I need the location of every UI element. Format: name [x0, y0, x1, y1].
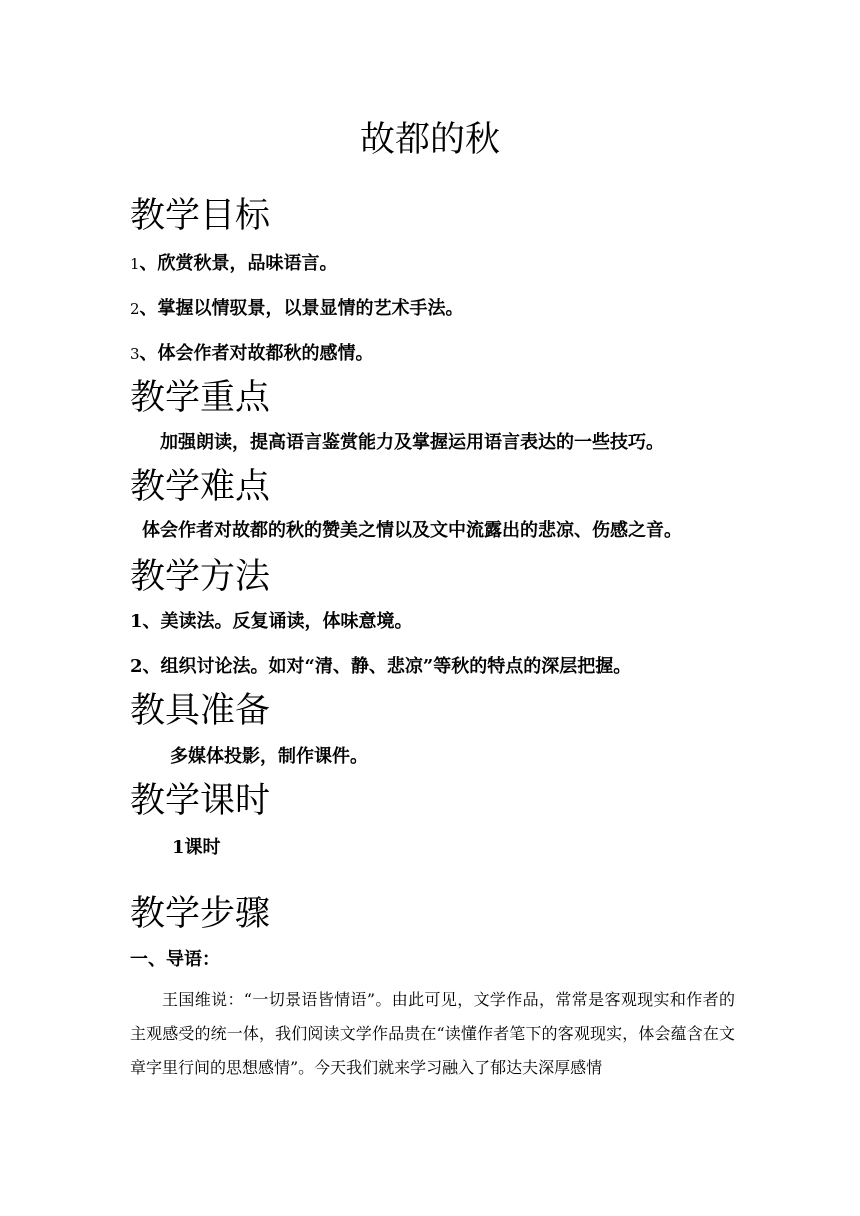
difficulties-heading: 教学难点 — [130, 467, 271, 507]
objectives-heading: 教学目标 — [130, 196, 271, 236]
difficulties-text: 体会作者对故都的秋的赞美之情以及文中流露出的悲凉、伤感之音。 — [142, 520, 682, 541]
methods-heading: 教学方法 — [130, 557, 271, 597]
objective-number: 1 — [130, 255, 140, 273]
objective-item — [130, 294, 464, 324]
steps-heading: 教学步骤 — [130, 894, 271, 934]
method-item: 1、美读法。反复诵读，体味意境。 — [130, 611, 413, 632]
method-item: 2、组织讨论法。如对“清、静、悲凉”等秋的特点的深层把握。 — [130, 656, 632, 677]
key-points-heading: 教学重点 — [130, 378, 271, 418]
document-title: 故都的秋 — [359, 120, 500, 160]
hours-heading: 教学课时 — [130, 781, 271, 821]
objective-text: 、欣赏秋景，品味语言。 — [139, 253, 338, 274]
steps-subheading: 一、导语： — [130, 949, 220, 970]
hours-text: 1课时 — [172, 837, 221, 858]
key-points-text: 加强朗读，提高语言鉴赏能力及掌握运用语言表达的一些技巧。 — [160, 432, 664, 453]
tools-text: 多媒体投影，制作课件。 — [170, 746, 368, 767]
objective-item — [130, 339, 374, 369]
objective-item — [130, 249, 338, 279]
objective-text: 、掌握以情驭景，以景显情的艺术手法。 — [139, 298, 464, 319]
objective-text: 、体会作者对故都秋的感情。 — [139, 343, 374, 364]
intro-paragraph: 王国维说：“一切景语皆情语”。由此可见，文学作品，常常是客观现实和作者的主观感受的统一体，我们阅读文学作品贵在“读懂作者笔下的客观现实，体会蕴含在文章字里行间的思想感情”。今天我们就来学习融入了郁达夫深厚感情 — [130, 990, 735, 1077]
objective-number: 3 — [130, 345, 140, 363]
tools-heading: 教具准备 — [130, 691, 271, 731]
objective-number: 2 — [130, 300, 140, 318]
